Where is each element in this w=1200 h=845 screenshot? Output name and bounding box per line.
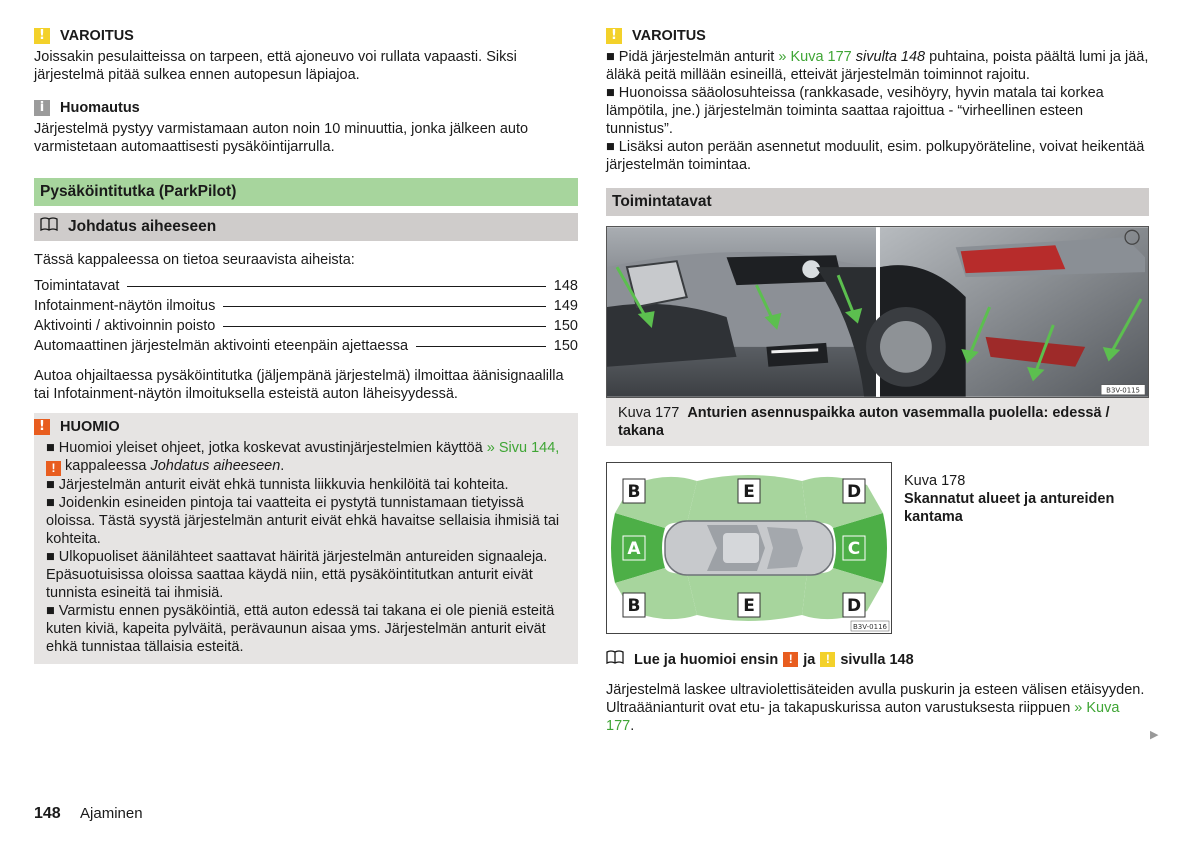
huomio-bullet: ■ Huomioi yleiset ohjeet, jotka koskevat avustinjärjestelmien käyttöä » Sivu 144, ! kappaleessa Johdatus aiheeseen. bbox=[46, 440, 560, 475]
huomio-bullet: ■ Ulkopuoliset äänilähteet saattavat häiritä järjestelmän antureiden signaaleja. Epäsuotuisissa oloissa saattaa käydä niin, että pysäköintitutkan anturit eivät tunnista esineitä tai ihmisiä. bbox=[46, 549, 548, 601]
body-text: Järjestelmä laskee ultraviolettisäteiden avulla puskurin ja esteen välisen etäisyyden. Ultraäänianturit ovat etu- ja takapuskurissa auton varustuksesta riippuen » Kuva 177. bbox=[606, 682, 1145, 734]
page-number: 148 bbox=[34, 805, 61, 822]
figure-177-caption bbox=[606, 398, 1149, 446]
page-footer bbox=[34, 805, 143, 823]
figure-177-photo bbox=[606, 226, 1149, 398]
warning-icon: ! bbox=[606, 28, 622, 44]
chapter-name: Ajaminen bbox=[80, 805, 143, 822]
zone-label-d: D bbox=[846, 482, 862, 502]
figure-number: Kuva 178 bbox=[904, 473, 966, 489]
zone-label-e: E bbox=[743, 482, 755, 502]
figure-link[interactable]: » Kuva 177 bbox=[606, 700, 1120, 734]
warning-bullet: ■ Huonoissa sääolosuhteissa (rankkasade, vesihöyry, hyvin matala tai korkea lämpötila, jne.) järjestelmän toiminta saattaa rajoittua - “virheellinen esteen tunnistus”. bbox=[606, 85, 1104, 137]
zone-label-d: D bbox=[846, 596, 862, 616]
toc-item[interactable]: Infotainment-näytön ilmoitus 149 bbox=[34, 298, 578, 314]
continue-arrow-icon: ▶ bbox=[1150, 729, 1159, 741]
warning-title: VAROITUS bbox=[632, 28, 706, 44]
section-title-parkpilot: Pysäköintitutka (ParkPilot) bbox=[34, 178, 578, 206]
warning-title: VAROITUS bbox=[60, 28, 134, 44]
warning-bullet: ■ Pidä järjestelmän anturit » Kuva 177 sivulta 148 puhtaina, poista päältä lumi ja jää, äläkä peitä millään esineillä, etteivät järjestelmän toiminnot rajoitu. bbox=[606, 49, 1149, 83]
figure-178 bbox=[606, 462, 1149, 634]
section-title-toimintatavat: Toimintatavat bbox=[606, 188, 1149, 216]
toc-item[interactable]: Automaattinen järjestelmän aktivointi eteenpäin ajettaessa 150 bbox=[34, 338, 578, 354]
figure-title: Skannatut alueet ja antureiden kantama bbox=[904, 491, 1115, 525]
table-of-contents bbox=[34, 277, 578, 357]
warning-box-carwash bbox=[34, 26, 578, 84]
diagram-code: B3V-0116 bbox=[853, 623, 887, 631]
intro-heading bbox=[34, 213, 578, 241]
right-column bbox=[606, 26, 1149, 735]
important-icon: ! bbox=[34, 419, 50, 435]
warning-bullet: ■ Lisäksi auton perään asennetut moduulit, esim. polkupyöräteline, voivat heikentää järjestelmän toimintaa. bbox=[606, 139, 1145, 173]
warning-icon: ! bbox=[34, 28, 50, 44]
important-icon: ! bbox=[46, 461, 61, 476]
note-text: Järjestelmä pystyy varmistamaan auton noin 10 minuuttia, jonka jälkeen auto varmistetaan automaattisesti pysäköintijarrulla. bbox=[34, 121, 529, 155]
book-icon bbox=[606, 650, 624, 669]
toc-item[interactable]: Toimintatavat 148 bbox=[34, 278, 578, 294]
zone-label-c: C bbox=[847, 539, 861, 559]
warning-box-sensors bbox=[606, 26, 1149, 174]
figure-178-caption bbox=[892, 462, 1149, 634]
zone-label-a: A bbox=[627, 539, 641, 559]
intro-text: Tässä kappaleessa on tietoa seuraavista aiheista: bbox=[34, 252, 355, 268]
zone-label-b: B bbox=[627, 596, 641, 616]
note-box bbox=[34, 98, 578, 156]
note-title: Huomautus bbox=[60, 100, 140, 116]
warning-text: Joissakin pesulaitteissa on tarpeen, että ajoneuvo voi rullata vapaasti. Siksi järjestelmä pitää sulkea ennen autopesun läpiajoa. bbox=[34, 49, 517, 83]
intro-title: Johdatus aiheeseen bbox=[68, 218, 217, 235]
page-link[interactable]: » Sivu 144, bbox=[486, 440, 560, 456]
zone-label-e: E bbox=[743, 596, 755, 616]
huomio-title: HUOMIO bbox=[60, 419, 120, 435]
warning-icon: ! bbox=[820, 652, 835, 667]
photo-code: B3V-0115 bbox=[1106, 386, 1141, 395]
summary-text: Autoa ohjailtaessa pysäköintitutka (jäljempänä järjestelmä) ilmoittaa äänisignaalilla tai Infotainment-näytön ilmoituksella esteistä auton läheisyydessä. bbox=[34, 368, 564, 402]
huomio-box bbox=[34, 413, 578, 664]
figure-link[interactable]: » Kuva 177 bbox=[778, 49, 852, 65]
read-first-line: Lue ja huomioi ensin ! ja ! sivulla 148 bbox=[606, 650, 1149, 669]
figure-number: Kuva 177 bbox=[618, 405, 680, 421]
sensor-zone-diagram bbox=[606, 462, 892, 634]
huomio-bullet: ■ Joidenkin esineiden pintoja tai vaatteita ei pystytä tunnistamaan tietyissä oloissa. Tästä syystä järjestelmän anturit eivät ehkä havaitse sellaisia ihmisiä tai kohteita. bbox=[46, 495, 560, 547]
figure-title: Anturien asennuspaikka auton vasemmalla puolella: edessä / takana bbox=[618, 405, 1110, 439]
left-column bbox=[34, 26, 578, 664]
book-icon bbox=[40, 213, 58, 241]
toc-item[interactable]: Aktivointi / aktivoinnin poisto 150 bbox=[34, 318, 578, 334]
important-icon: ! bbox=[783, 652, 798, 667]
info-icon: i bbox=[34, 100, 50, 116]
car-sensor-photo bbox=[607, 227, 1148, 397]
huomio-bullet: ■ Varmistu ennen pysäköintiä, että auton edessä tai takana ei ole pieniä esteitä kuten kiviä, kapeita pylväitä, perävaunun aisaa yms. Järjestelmän anturit eivät ehkä tunnistaa tällaisia esteitä. bbox=[46, 603, 555, 655]
zone-label-b: B bbox=[627, 482, 641, 502]
huomio-bullet: ■ Järjestelmän anturit eivät ehkä tunnista liikkuvia henkilöitä tai kohteita. bbox=[46, 477, 509, 493]
